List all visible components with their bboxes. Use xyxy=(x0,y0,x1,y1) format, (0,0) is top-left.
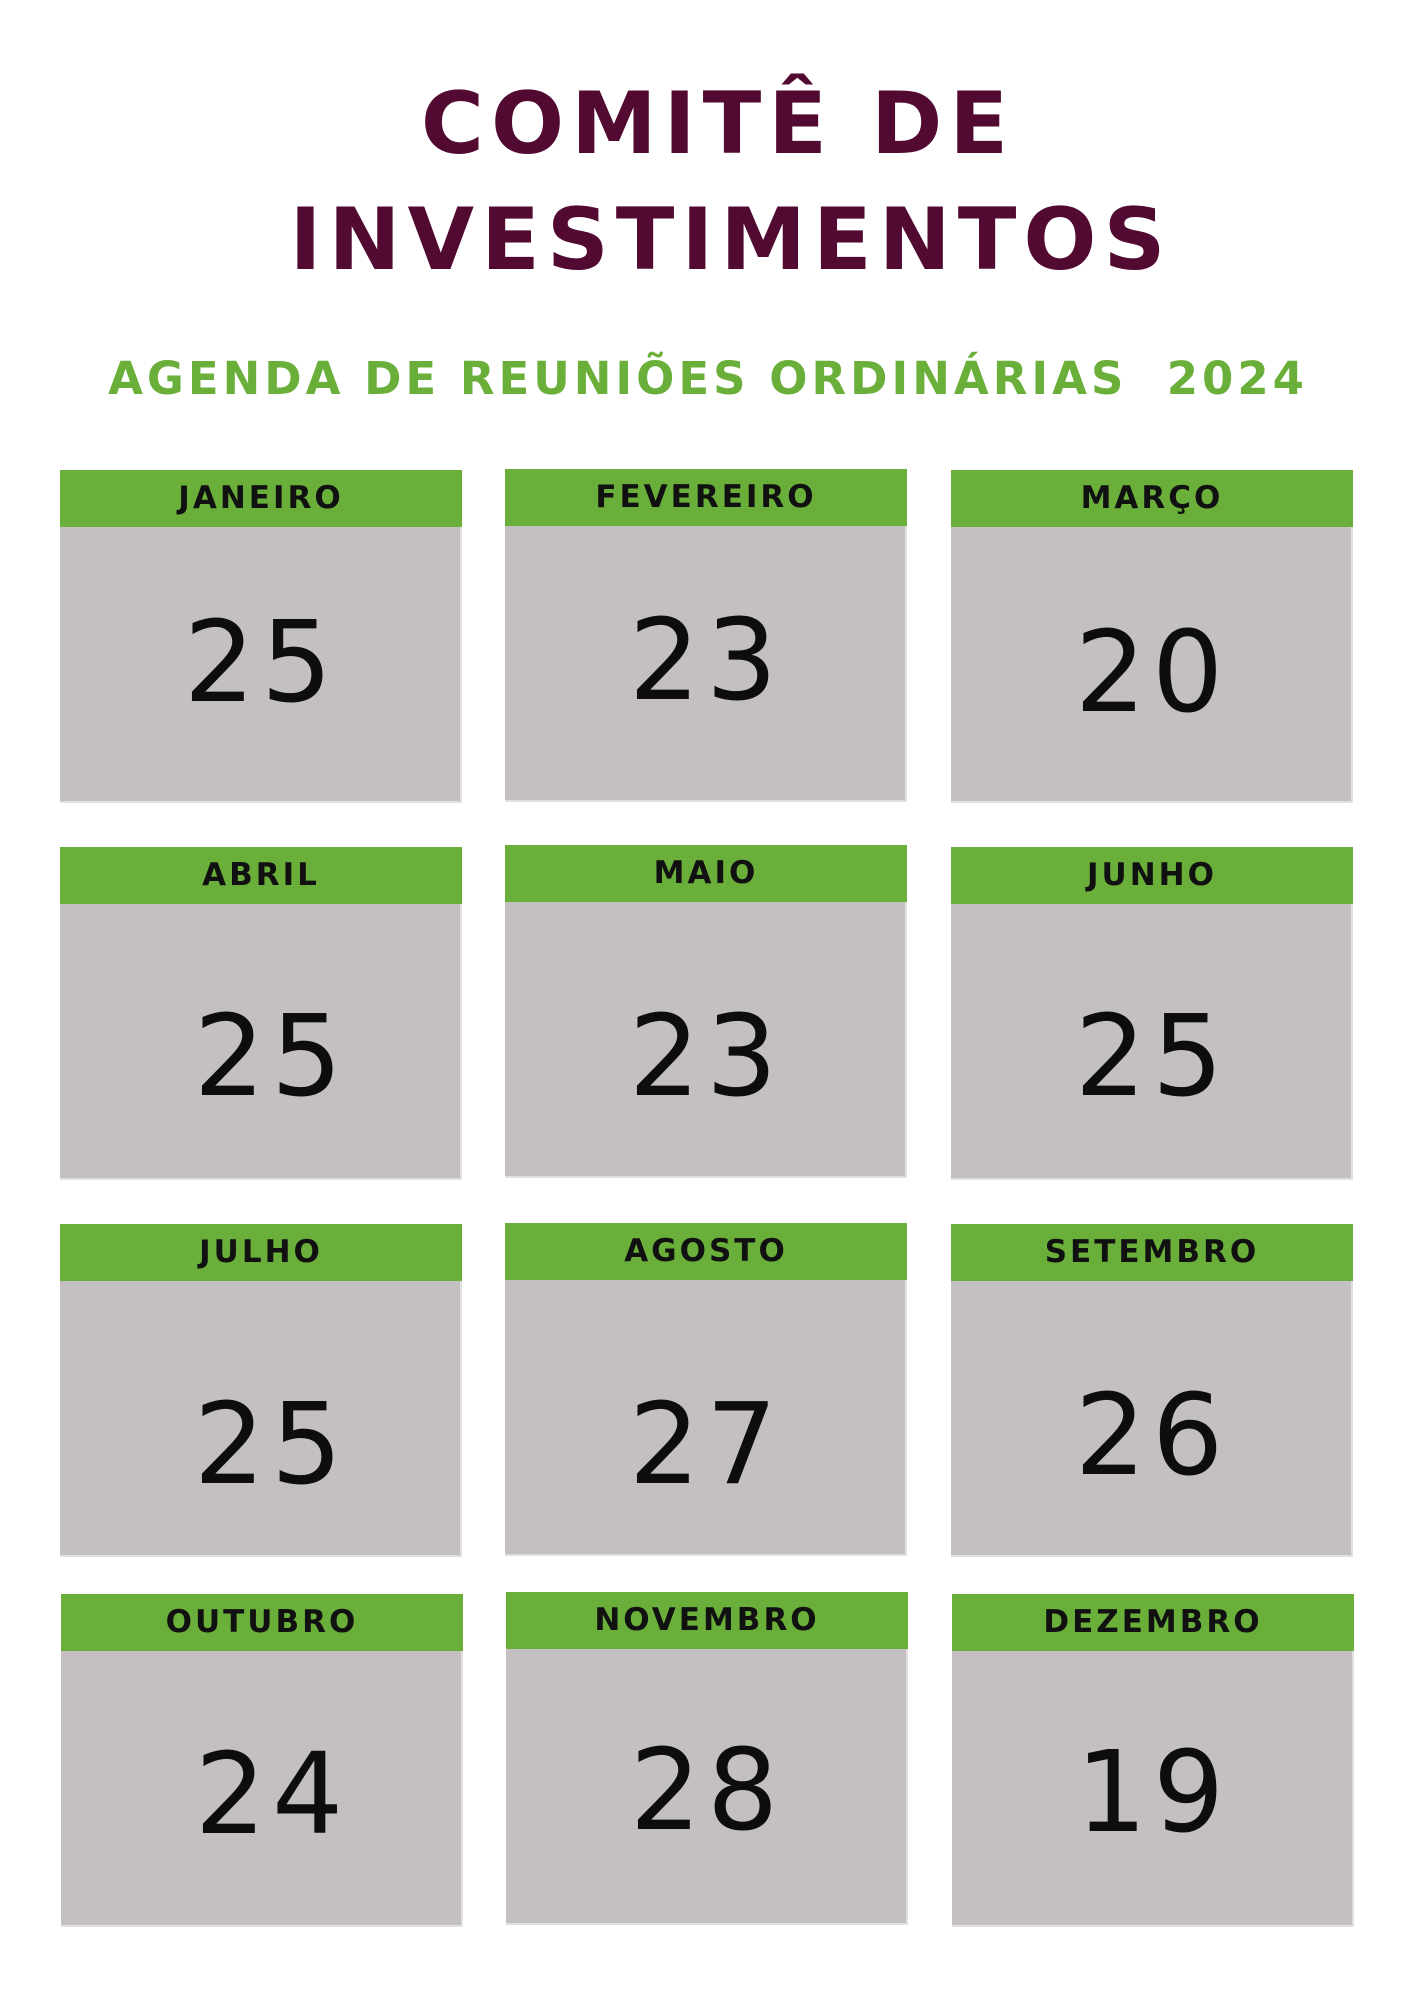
month-label: OUTUBRO xyxy=(61,1594,463,1651)
page-title-line-2: INVESTIMENTOS xyxy=(289,190,1173,290)
month-card-setembro xyxy=(951,1224,1353,1557)
month-label: AGOSTO xyxy=(505,1223,907,1280)
month-card-dezembro xyxy=(952,1594,1354,1927)
meeting-day: 28 xyxy=(629,1726,785,1856)
month-label: MAIO xyxy=(505,845,907,902)
meeting-day: 25 xyxy=(193,1380,349,1510)
meeting-day: 25 xyxy=(193,992,349,1122)
month-label: FEVEREIRO xyxy=(505,469,907,526)
month-card-julho xyxy=(60,1224,462,1557)
meeting-day: 26 xyxy=(1074,1371,1230,1501)
month-day-panel xyxy=(951,904,1353,1180)
meeting-day: 23 xyxy=(628,992,784,1122)
month-day-panel xyxy=(505,1280,907,1556)
month-day-panel xyxy=(60,904,462,1180)
month-label: JUNHO xyxy=(951,847,1353,904)
month-day-panel xyxy=(60,1281,462,1557)
page-title-line-1: COMITÊ DE xyxy=(420,74,1016,174)
month-day-panel xyxy=(951,527,1353,803)
month-label: MARÇO xyxy=(951,470,1353,527)
month-day-panel xyxy=(506,1649,908,1925)
meeting-day: 27 xyxy=(628,1380,784,1510)
month-day-panel xyxy=(505,526,907,802)
page-title xyxy=(0,66,1410,298)
meeting-day: 25 xyxy=(1074,992,1230,1122)
month-day-panel xyxy=(61,1651,463,1927)
month-day-panel xyxy=(952,1651,1354,1927)
month-card-fevereiro xyxy=(505,469,907,802)
month-label: ABRIL xyxy=(60,847,462,904)
meeting-day: 24 xyxy=(194,1730,350,1860)
month-label: JULHO xyxy=(60,1224,462,1281)
month-label: JANEIRO xyxy=(60,470,462,527)
month-card-agosto xyxy=(505,1223,907,1556)
month-day-panel xyxy=(60,527,462,803)
month-card-maio xyxy=(505,845,907,1178)
month-card-outubro xyxy=(61,1594,463,1927)
meeting-day: 19 xyxy=(1075,1728,1231,1858)
page-subtitle: AGENDA DE REUNIÕES ORDINÁRIAS 2024 xyxy=(108,352,1308,405)
month-label: SETEMBRO xyxy=(951,1224,1353,1281)
meeting-day: 20 xyxy=(1074,608,1230,738)
month-card-abril xyxy=(60,847,462,1180)
meeting-day: 25 xyxy=(183,598,339,728)
month-day-panel xyxy=(505,902,907,1178)
month-card-junho xyxy=(951,847,1353,1180)
month-label: DEZEMBRO xyxy=(952,1594,1354,1651)
month-card-janeiro xyxy=(60,470,462,803)
month-label: NOVEMBRO xyxy=(506,1592,908,1649)
calendar-grid xyxy=(60,470,1356,1935)
month-day-panel xyxy=(951,1281,1353,1557)
meeting-day: 23 xyxy=(628,596,784,726)
month-card-marco xyxy=(951,470,1353,803)
month-card-novembro xyxy=(506,1592,908,1925)
